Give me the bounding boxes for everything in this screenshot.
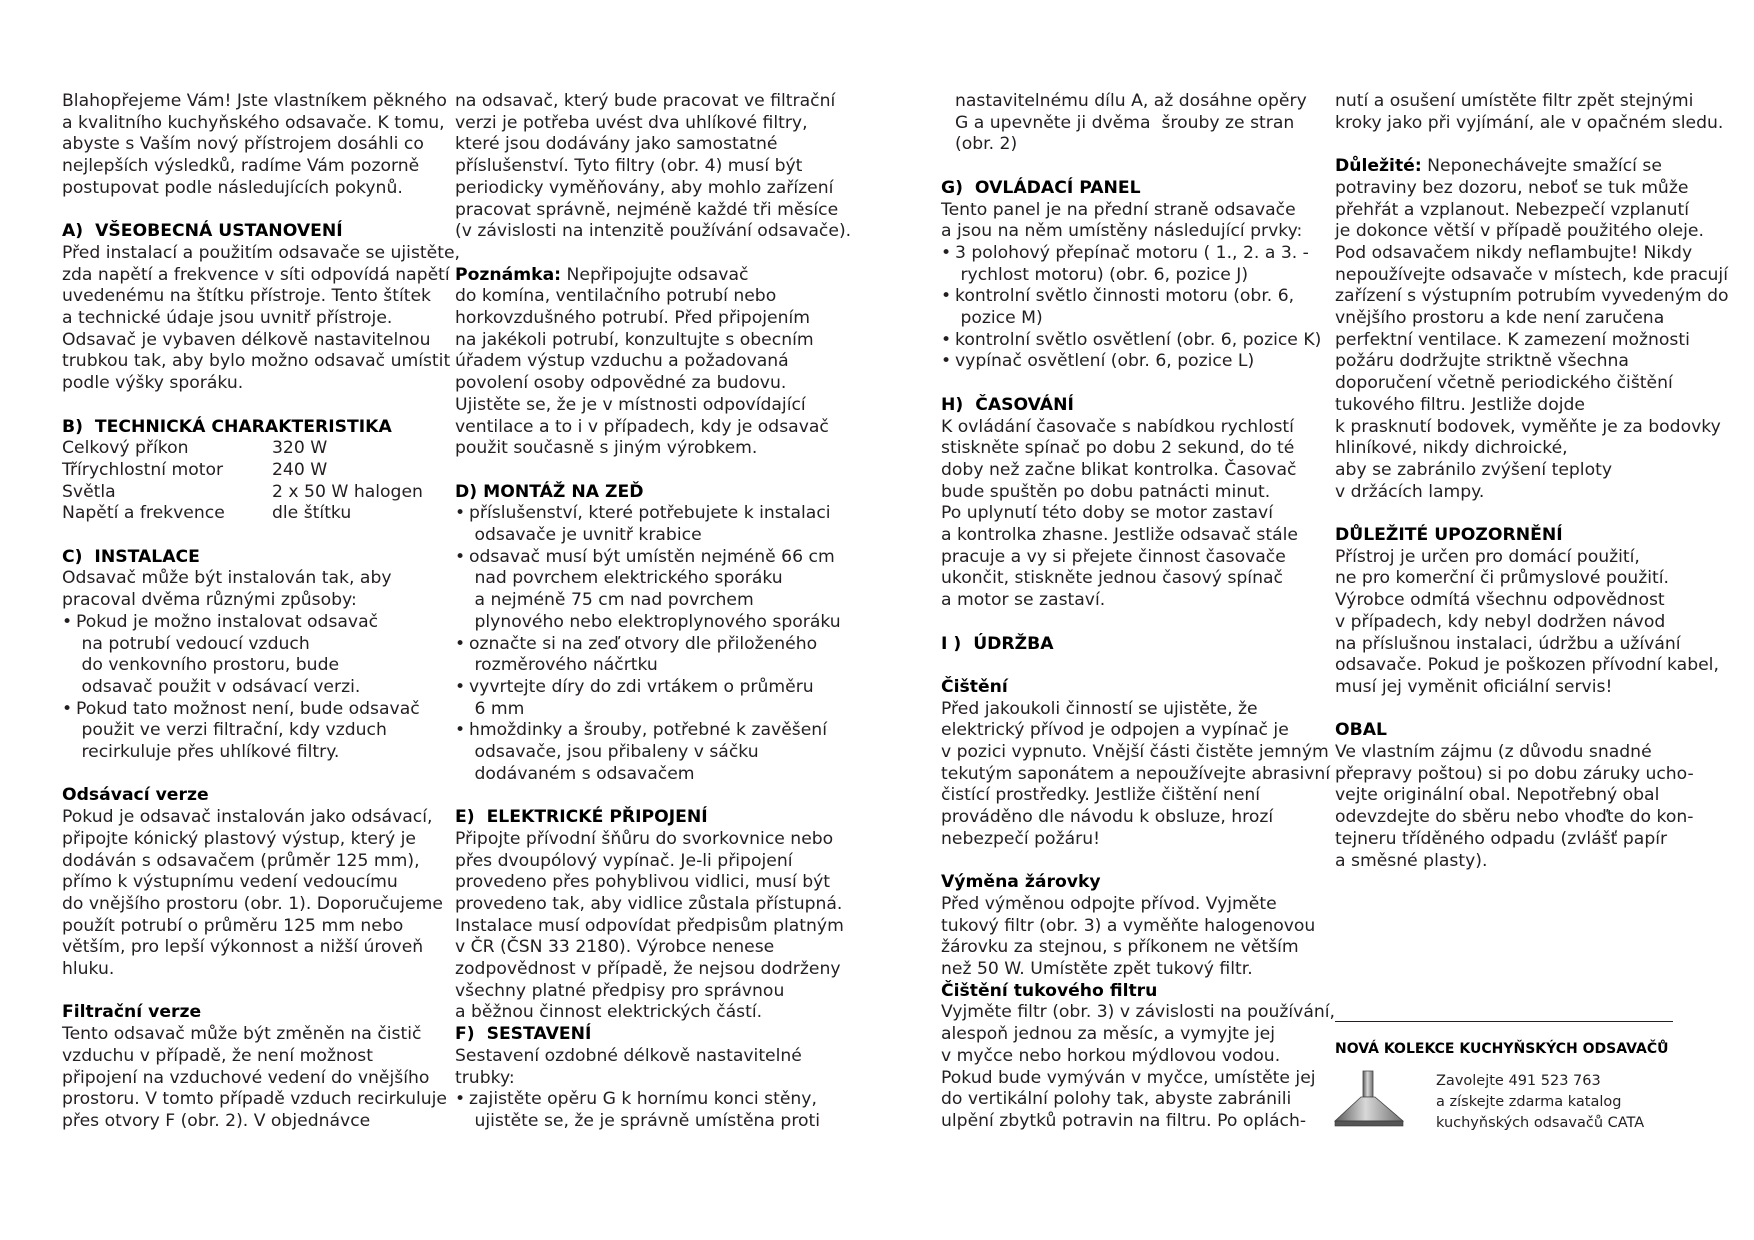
- text-line: trubky:: [455, 1067, 515, 1088]
- spec-row: [62, 482, 452, 504]
- text-line: Pokud je odsavač instalován jako odsávací,: [62, 807, 433, 828]
- text-line: K ovládání časovače s nabídkou rychlostí: [941, 416, 1294, 437]
- text-line: Přístroj je určen pro domácí použití,: [1335, 546, 1640, 567]
- text-line: hluku.: [62, 959, 115, 980]
- text-line: žárovku za stejnou, s příkonem ne větším: [941, 937, 1299, 958]
- text-line: a technické údaje jsou uvnitř přístroje.: [62, 308, 393, 329]
- text-line: Připojte přívodní šňůru do svorkovnice nebo: [455, 828, 834, 849]
- grease-filter-text: [941, 1002, 1336, 1132]
- text-line: přes otvory F (obr. 2). V objednávce: [62, 1110, 371, 1131]
- section-f-cont: [941, 91, 1331, 156]
- text-line: Sestavení ozdobné délkově nastavitelné: [455, 1045, 802, 1066]
- bullet-item: • Pokud tato možnost není, bude odsavač použit ve verzi filtrační, kdy vzduch recirkuluje přes uhlíkové filtry.: [62, 699, 452, 764]
- text-line: a motor se zastaví.: [941, 590, 1106, 611]
- spec-row: [62, 503, 452, 525]
- text-line: všechny platné předpisy pro správnou: [455, 980, 785, 1001]
- grease-filter-cont: [1335, 91, 1725, 134]
- text-line: připojení na vzduchové vedení do vnějšího: [62, 1067, 430, 1088]
- note-text: [455, 286, 845, 460]
- important-label: Důležité:: [1335, 156, 1422, 177]
- bullet-item: • kontrolní světlo činnosti motoru (obr. 6, pozice M): [941, 286, 1331, 329]
- text-line: čistící prostředky. Jestliže čištění není: [941, 785, 1261, 806]
- bullet-item: • vypínač osvětlení (obr. 6, pozice L): [941, 351, 1331, 373]
- text-line: Před jakoukoli činností se ujistěte, že: [941, 698, 1258, 719]
- text-line: elektrický přívod je odpojen a vypínač je: [941, 720, 1289, 741]
- text-line: tukového filtru. Jestliže dojde: [1335, 394, 1585, 415]
- text-line: povolení osoby odpovědné za budovu.: [455, 373, 787, 394]
- text-line: kuchyňských odsavačů CATA: [1436, 1115, 1645, 1131]
- text-line: G a upevněte ji dvěma šrouby ze stran: [955, 112, 1295, 133]
- text-line: a běžnou činnost elektrických částí.: [455, 1002, 763, 1023]
- promo-text: [1436, 1071, 1644, 1134]
- text-line: připojte kónický plastový výstup, který je: [62, 828, 416, 849]
- text-line: dodáván s odsavačem (průměr 125 mm),: [62, 850, 420, 871]
- text-line: aby se zabránilo zvýšení teploty: [1335, 459, 1613, 480]
- text-line: verzi je potřeba uvést dva uhlíkové filtry,: [455, 112, 808, 133]
- text-line: zodpovědnost v případě, že nejsou dodrženy: [455, 959, 841, 980]
- text-line: a kvalitního kuchyňského odsavače. K tomu,: [62, 112, 445, 133]
- section-f-heading: F) SESTAVENÍ: [455, 1024, 592, 1045]
- text-line: hliníkové, nikdy dichroické,: [1335, 438, 1568, 459]
- text-line: prováděno dle návodu k obsluze, hrozí: [941, 807, 1274, 828]
- text-line: nepoužívejte odsavače v místech, kde pracují: [1335, 264, 1728, 285]
- spec-value: 320 W: [272, 438, 328, 459]
- spec-label: Napětí a frekvence: [62, 503, 225, 524]
- text-line: a získejte zdarma katalog: [1436, 1094, 1622, 1110]
- section-d-heading: D) MONTÁŽ NA ZEĎ: [455, 481, 644, 502]
- spec-value: 2 x 50 W halogen: [272, 481, 423, 502]
- warning-heading: DŮLEŽITÉ UPOZORNĚNÍ: [1335, 525, 1563, 546]
- text-line: přímo k výstupnímu vedení vedoucímu: [62, 872, 398, 893]
- text-line: alespoň jednou za měsíc, a vymyjte jej: [941, 1024, 1276, 1045]
- text-line: ventilace a to i v případech, kdy je odsavač: [455, 416, 829, 437]
- text-line: tekutým saponátem a nepoužívejte abrasivní: [941, 763, 1331, 784]
- column-2: [455, 91, 852, 1133]
- filter-version-text: [62, 1024, 452, 1133]
- text-line: do vnějšího prostoru (obr. 1). Doporučujeme: [62, 893, 443, 914]
- column-4: [1335, 91, 1729, 872]
- text-line: Vyjměte filtr (obr. 3) v závislosti na používání,: [941, 1002, 1336, 1023]
- packaging-heading: OBAL: [1335, 720, 1387, 741]
- text-line: přepravy poštou) si po dobu záruky ucho-: [1335, 763, 1694, 784]
- text-line: Tento odsavač může být změněn na čistič: [62, 1024, 422, 1045]
- section-c-text: [62, 568, 452, 611]
- range-hood-icon: [1333, 1069, 1405, 1129]
- text-line: požáru dodržujte striktně všechna: [1335, 351, 1629, 372]
- bullet-item: • hmoždinky a šrouby, potřebné k zavěšení odsavače, jsou přibaleny v sáčku dodávaném s odsavačem: [455, 720, 845, 785]
- text-line: do komína, ventilačního potrubí nebo: [455, 286, 777, 307]
- important-text: [1335, 177, 1729, 504]
- text-line: postupovat podle následujících pokynů.: [62, 177, 403, 198]
- section-i-heading: I ) ÚDRŽBA: [941, 633, 1054, 654]
- text-line: kroky jako při vyjímání, ale v opačném sledu.: [1335, 112, 1724, 133]
- bullet-item: • Pokud je možno instalovat odsavač na potrubí vedoucí vzduch do venkovního prostoru, bude odsavač použit v odsávací verzi.: [62, 612, 452, 699]
- text-line: zda napětí a frekvence v síti odpovídá napětí: [62, 264, 450, 285]
- text-line: Tento panel je na přední straně odsavače: [941, 199, 1296, 220]
- section-h-heading: H) ČASOVÁNÍ: [941, 394, 1074, 415]
- bullet-item: • 3 polohový přepínač motoru ( 1., 2. a 3. - rychlost motoru) (obr. 6, pozice J): [941, 243, 1331, 286]
- text-line: vnějšího prostoru a kde není zaručena: [1335, 308, 1665, 329]
- text-line: a směsné plasty).: [1335, 850, 1488, 871]
- section-a-heading: A) VŠEOBECNÁ USTANOVENÍ: [62, 221, 343, 242]
- text-line: pracoval dvěma různými způsoby:: [62, 590, 357, 611]
- text-line: v držácích lampy.: [1335, 481, 1485, 502]
- text-line: ne pro komerční či průmyslové použití.: [1335, 568, 1669, 589]
- text-line: na odsavač, který bude pracovat ve filtrační: [455, 91, 836, 111]
- text-line: abyste s Vaším nový přístrojem dosáhli co: [62, 134, 424, 155]
- column-3: [941, 91, 1336, 1133]
- text-line: (v závislosti na intenzitě používání odsavače).: [455, 221, 852, 242]
- text-line: podle výšky sporáku.: [62, 373, 244, 394]
- text-line: zařízení s výstupním potrubím vyvedeným do: [1335, 286, 1729, 307]
- section-f-bullets: [455, 1089, 845, 1132]
- spec-row: [62, 438, 452, 460]
- text-line: perfektní ventilace. K zamezení možnosti: [1335, 329, 1690, 350]
- text-line: Instalace musí odpovídat předpisům platným: [455, 915, 844, 936]
- text-line: potraviny bez dozoru, neboť se tuk může: [1335, 177, 1689, 198]
- text-line: Před výměnou odpojte přívod. Vyjměte: [941, 893, 1277, 914]
- promo-divider: [1335, 1021, 1673, 1022]
- warning-text: [1335, 547, 1725, 699]
- intro-text: [62, 91, 452, 200]
- text-line: vzduchu v případě, že není možnost: [62, 1045, 373, 1066]
- spec-table: [62, 438, 452, 525]
- spec-label: Celkový příkon: [62, 438, 189, 459]
- section-h-text: [941, 417, 1331, 612]
- bullet-item: • příslušenství, které potřebujete k instalaci odsavače je uvnitř krabice: [455, 503, 845, 546]
- note-first-line: [455, 265, 845, 287]
- text-line: než 50 W. Umístěte zpět tukový filtr.: [941, 959, 1253, 980]
- text-line: úřadem výstup vzduchu a požadovaná: [455, 351, 789, 372]
- grease-filter-heading: Čištění tukového filtru: [941, 980, 1158, 1001]
- text-line: Zavolejte 491 523 763: [1436, 1073, 1601, 1089]
- text-line: Před instalací a použitím odsavače se ujistěte,: [62, 242, 461, 263]
- bulb-replacement-text: [941, 894, 1331, 981]
- section-g-bullets: [941, 243, 1331, 373]
- note-first: Nepřipojujte odsavač: [561, 264, 749, 285]
- note-label: Poznámka:: [455, 264, 562, 285]
- spec-value: 240 W: [272, 459, 328, 480]
- text-line: musí jej vyměnit oficiální servis!: [1335, 676, 1613, 697]
- important-first: Neponechávejte smažící se: [1421, 156, 1662, 177]
- exhaust-version-heading: Odsávací verze: [62, 785, 209, 806]
- packaging-text: [1335, 742, 1725, 872]
- section-b-heading: B) TECHNICKÁ CHARAKTERISTIKA: [62, 416, 392, 437]
- text-line: horkovzdušného potrubí. Před připojením: [455, 308, 810, 329]
- text-line: tejneru tříděného odpadu (zvlášť papír: [1335, 828, 1668, 849]
- text-line: (obr. 2): [955, 134, 1018, 155]
- text-line: Ve vlastním zájmu (z důvodu snadné: [1335, 742, 1652, 763]
- cleaning-text: [941, 699, 1331, 851]
- bullet-item: • vyvrtejte díry do zdi vrtákem o průměru 6 mm: [455, 677, 845, 720]
- text-line: Po uplynutí této doby se motor zastaví: [941, 503, 1274, 524]
- section-e-text: [455, 829, 845, 1024]
- text-line: doby než začne blikat kontrolka. Časovač: [941, 459, 1297, 480]
- text-line: stiskněte spínač po dobu 2 sekund, do té: [941, 438, 1295, 459]
- text-line: příslušenství. Tyto filtry (obr. 4) musí být: [455, 156, 803, 177]
- text-line: na jakékoli potrubí, konzultujte s obecním: [455, 329, 814, 350]
- text-line: do vertikální polohy tak, abyste zabránili: [941, 1089, 1292, 1110]
- filter-version-heading: Filtrační verze: [62, 1002, 202, 1023]
- text-line: provedeno přes pohyblivou vidlici, musí být: [455, 872, 831, 893]
- text-line: použít potrubí o průměru 125 mm nebo: [62, 915, 404, 936]
- promo-title: NOVÁ KOLEKCE KUCHYŇSKÝCH ODSAVAČŮ: [1335, 1041, 1669, 1057]
- text-line: prostoru. V tomto případě vzduch recirkuluje: [62, 1089, 447, 1110]
- text-line: a jsou na něm umístěny následující prvky:: [941, 221, 1303, 242]
- cleaning-heading: Čištění: [941, 676, 1008, 697]
- text-line: vejte originální obal. Nepotřebný obal: [1335, 785, 1660, 806]
- text-line: Pod odsavačem nikdy neflambujte! Nikdy: [1335, 242, 1693, 263]
- section-c-heading: C) INSTALACE: [62, 546, 200, 567]
- exhaust-version-text: [62, 807, 452, 981]
- text-line: odevzdejte do sběru nebo vhoďte do kon-: [1335, 807, 1694, 828]
- text-line: větším, pro lepší výkonnost a nižší úroveň: [62, 937, 424, 958]
- bullet-item: • kontrolní světlo osvětlení (obr. 6, pozice K): [941, 330, 1331, 352]
- text-line: a kontrolka zhasne. Jestliže odsavač stále: [941, 525, 1298, 546]
- text-line: nutí a osušení umístěte filtr zpět stejnými: [1335, 91, 1694, 111]
- section-e-heading: E) ELEKTRICKÉ PŘIPOJENÍ: [455, 807, 708, 828]
- text-line: v ČR (ČSN 33 2180). Výrobce nenese: [455, 937, 775, 958]
- text-line: ukončit, stiskněte jednou časový spínač: [941, 568, 1283, 589]
- text-line: trubkou tak, aby bylo možno odsavač umístit: [62, 351, 451, 372]
- section-f-text: [455, 1046, 845, 1089]
- text-line: Blahopřejeme Vám! Jste vlastníkem pěkného: [62, 91, 447, 111]
- text-line: v pozici vypnuto. Vnější části čistěte jemným: [941, 742, 1329, 763]
- spec-label: Světla: [62, 481, 116, 502]
- text-line: bude spuštěn po dobu patnácti minut.: [941, 481, 1271, 502]
- filter-version-cont: [455, 91, 852, 243]
- important-first-line: [1335, 156, 1725, 178]
- section-a-text: [62, 242, 461, 395]
- bulb-replacement-heading: Výměna žárovky: [941, 872, 1101, 893]
- bullet-item: • zajistěte opěru G k hornímu konci stěny, ujistěte se, že je správně umístěna proti: [455, 1089, 845, 1132]
- section-g-heading: G) OVLÁDACÍ PANEL: [941, 177, 1141, 198]
- text-line: použit současně s jiným výrobkem.: [455, 438, 758, 459]
- text-line: doporučení včetně periodického čištění: [1335, 373, 1673, 394]
- text-line: Odsavač je vybaven délkově nastavitelnou: [62, 329, 431, 350]
- spec-value: dle štítku: [272, 503, 352, 524]
- text-line: v myčce nebo horkou mýdlovou vodou.: [941, 1045, 1281, 1066]
- section-d-bullets: [455, 503, 845, 785]
- text-line: tukový filtr (obr. 3) a vyměňte halogenovou: [941, 915, 1316, 936]
- text-line: nejlepších výsledků, radíme Vám pozorně: [62, 156, 420, 177]
- text-line: přehřát a vzplanout. Nebezpečí vzplanutí: [1335, 199, 1690, 220]
- text-line: nebezpečí požáru!: [941, 828, 1100, 849]
- text-line: je dokonce větší v případě použitého oleje.: [1335, 221, 1704, 242]
- section-g-text: [941, 200, 1331, 243]
- text-line: nastavitelnému dílu A, až dosáhne opěry: [955, 91, 1307, 111]
- text-line: pracovat správně, nejméně každé tři měsíce: [455, 199, 839, 220]
- text-line: ulpění zbytků potravin na filtru. Po oplách-: [941, 1110, 1307, 1131]
- text-line: Odsavač může být instalován tak, aby: [62, 568, 392, 589]
- spec-label: Třírychlostní motor: [62, 459, 224, 480]
- bullet-item: • odsavač musí být umístěn nejméně 66 cm nad povrchem elektrického sporáku a nejméně 75 cm nad povrchem plynového nebo elektroplynového sporáku: [455, 547, 845, 634]
- text-line: uvedenému na štítku přístroje. Tento štítek: [62, 286, 431, 307]
- section-c-bullets: [62, 612, 452, 764]
- text-line: které jsou dodávány jako samostatné: [455, 134, 778, 155]
- text-line: Pokud bude vymýván v myčce, umístěte jej: [941, 1067, 1316, 1088]
- text-line: přes dvoupólový vypínač. Je-li připojení: [455, 850, 793, 871]
- text-line: k prasknutí bodovek, vyměňte je za bodovky: [1335, 416, 1721, 437]
- text-line: periodicky vyměňovány, aby mohlo zařízení: [455, 177, 834, 198]
- text-line: v případech, kdy nebyl dodržen návod: [1335, 611, 1666, 632]
- bullet-item: • označte si na zeď otvory dle přiloženého rozměrového náčrtku: [455, 634, 845, 677]
- text-line: Ujistěte se, že je v místnosti odpovídající: [455, 394, 806, 415]
- text-line: pracuje a vy si přejete činnost časovače: [941, 546, 1286, 567]
- text-line: Výrobce odmítá všechnu odpovědnost: [1335, 590, 1665, 611]
- column-1: [62, 91, 461, 1133]
- spec-row: [62, 460, 452, 482]
- text-line: provedeno tak, aby vidlice zůstala přístupná.: [455, 893, 843, 914]
- text-line: na příslušnou instalaci, údržbu a užívání: [1335, 633, 1681, 654]
- text-line: odsavače. Pokud je poškozen přívodní kabel,: [1335, 655, 1719, 676]
